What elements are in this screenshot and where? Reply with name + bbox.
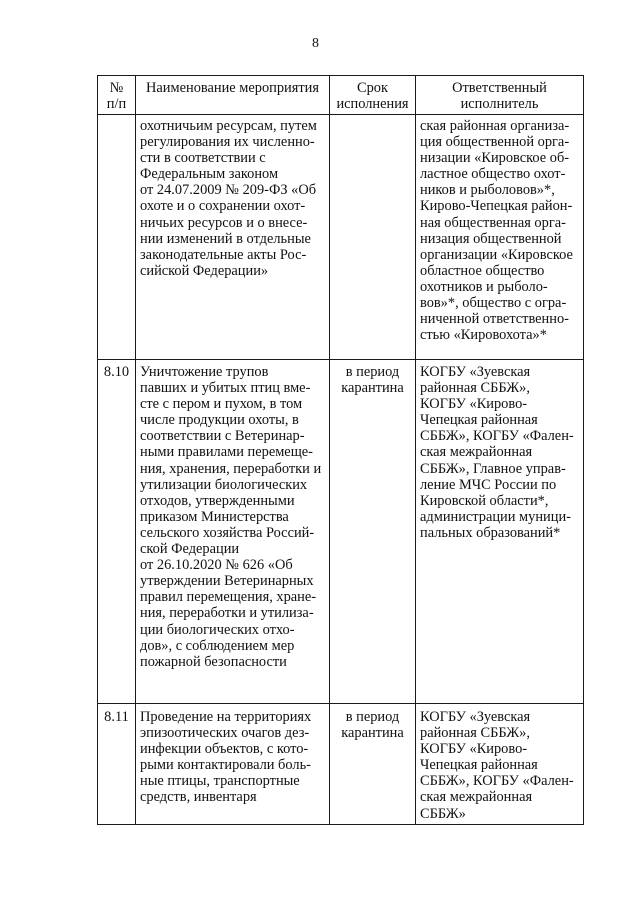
row-num (98, 115, 136, 360)
text-line: Чепецкая районная (420, 757, 538, 774)
text-line: ции биологических отхо- (140, 621, 295, 638)
text-line: утверждении Ветеринарных (140, 573, 314, 590)
text-line: эпизоотических очагов дез- (140, 725, 310, 742)
header-num-line: № (109, 80, 124, 96)
text-line: приказом Министерства (140, 508, 289, 525)
text-line: низация общественной (420, 230, 562, 247)
text-line: регулирования их численно- (140, 134, 315, 151)
text-line: Чепецкая районная (420, 412, 538, 429)
text-line: ская межрайонная (420, 444, 533, 461)
text-line: ской Федерации (140, 541, 240, 558)
text-line: ская межрайонная (420, 789, 533, 806)
text-line: СББЖ», Главное управ- (420, 460, 566, 477)
text-line: Проведение на территориях (140, 709, 312, 725)
text-line: рыми контактировали боль- (140, 757, 311, 774)
text-line: вов»*, общество с огра- (420, 295, 567, 312)
text-line: утилизации биологических (140, 476, 308, 493)
header-term-line: исполнения (336, 96, 409, 112)
header-term (330, 76, 416, 115)
text-line: числе продукции охоты, в (140, 412, 299, 429)
row-num: 8.11 (98, 704, 136, 825)
text-line: ные птицы, транспортные (140, 773, 300, 790)
row-name (136, 360, 330, 704)
text-line: павших и убитых птиц вме- (140, 380, 311, 397)
measures-table (97, 75, 584, 825)
text-line: Федеральным законом (140, 166, 279, 183)
text-line: ластное общество охот- (420, 166, 566, 183)
header-num-line: п/п (106, 96, 127, 112)
text-line: ция общественной орга- (420, 134, 570, 151)
table-header-row (98, 76, 584, 115)
text-line: пальных образований* (420, 524, 561, 541)
text-line: КОГБУ «Зуевская (420, 364, 531, 380)
text-line: карантина (341, 380, 404, 397)
text-line: администрации муници- (420, 508, 571, 525)
header-executor-line: исполнитель (460, 96, 539, 112)
row-term (330, 360, 416, 704)
header-name-line: Наименование мероприятия (146, 80, 319, 96)
text-line: в период (345, 364, 400, 380)
text-line: сте с пером и пухом, в том (140, 396, 303, 413)
text-line: районная СББЖ», (420, 725, 530, 742)
text-line: нии изменений в отдельные (140, 230, 311, 247)
row-num: 8.10 (98, 360, 136, 704)
header-executor-line: Ответственный (452, 80, 547, 96)
row-executor (416, 360, 584, 704)
text-line: ная общественная орга- (420, 214, 566, 231)
row-name (136, 115, 330, 360)
text-line: ничьих ресурсов и о внесе- (140, 214, 308, 231)
text-line: охоте и о сохранении охот- (140, 198, 306, 215)
text-line: ниченной ответственно- (420, 311, 569, 328)
row-executor (416, 115, 584, 360)
text-line: КОГБУ «Кирово- (420, 741, 528, 758)
text-line: ская районная организа- (420, 118, 570, 134)
table-row (98, 115, 584, 360)
header-num (98, 76, 136, 115)
text-line: стью «Кировохота»* (420, 327, 547, 344)
text-line: охотничьим ресурсам, путем (140, 118, 317, 134)
text-line: инфекции объектов, с кото- (140, 741, 309, 758)
text-line: дов», с соблюдением мер (140, 637, 295, 654)
text-line: Кировской области*, (420, 492, 549, 509)
text-line: СББЖ», КОГБУ «Фален- (420, 428, 574, 445)
text-line: от 26.10.2020 № 626 «Об (140, 557, 293, 574)
header-name (136, 76, 330, 115)
text-line: отходов, утвержденными (140, 492, 295, 509)
text-line: соответствии с Ветеринар- (140, 428, 305, 445)
text-line: Уничтожение трупов (140, 364, 269, 380)
text-line: в период (345, 709, 400, 725)
table-row (98, 360, 584, 704)
text-line: областное общество (420, 262, 545, 279)
table-row (98, 704, 584, 825)
text-line: низации «Кировское об- (420, 150, 570, 167)
text-line: сельского хозяйства Россий- (140, 524, 315, 541)
text-line: районная СББЖ», (420, 380, 530, 397)
text-line: карантина (341, 725, 404, 742)
text-line: ными правилами перемеще- (140, 444, 313, 461)
text-line: ников и рыболовов»*, (420, 182, 555, 199)
text-line: КОГБУ «Кирово- (420, 396, 528, 413)
text-line: правил перемещения, хране- (140, 589, 317, 606)
text-line: ния, хранения, переработки и (140, 460, 322, 477)
text-line: СББЖ» (420, 805, 466, 822)
text-line: КОГБУ «Зуевская (420, 709, 531, 725)
text-line: ление МЧС России по (420, 476, 557, 493)
text-line: Кирово-Чепецкая район- (420, 198, 573, 215)
page-number: 8 (312, 36, 319, 51)
row-term (330, 704, 416, 825)
text-line: пожарной безопасности (140, 653, 287, 670)
header-term-line: Срок (357, 80, 388, 96)
text-line: законодательные акты Рос- (140, 246, 307, 263)
text-line: средств, инвентаря (140, 789, 257, 806)
row-term (330, 115, 416, 360)
row-name (136, 704, 330, 825)
text-line: организации «Кировское (420, 246, 573, 263)
text-line: сти в соответствии с (140, 150, 266, 167)
text-line: охотников и рыболо- (420, 278, 548, 295)
text-line: сийской Федерации» (140, 262, 269, 279)
text-line: ния, переработки и утилиза- (140, 605, 314, 622)
text-line: СББЖ», КОГБУ «Фален- (420, 773, 574, 790)
header-executor (416, 76, 584, 115)
row-executor (416, 704, 584, 825)
text-line: от 24.07.2009 № 209-ФЗ «Об (140, 182, 317, 199)
